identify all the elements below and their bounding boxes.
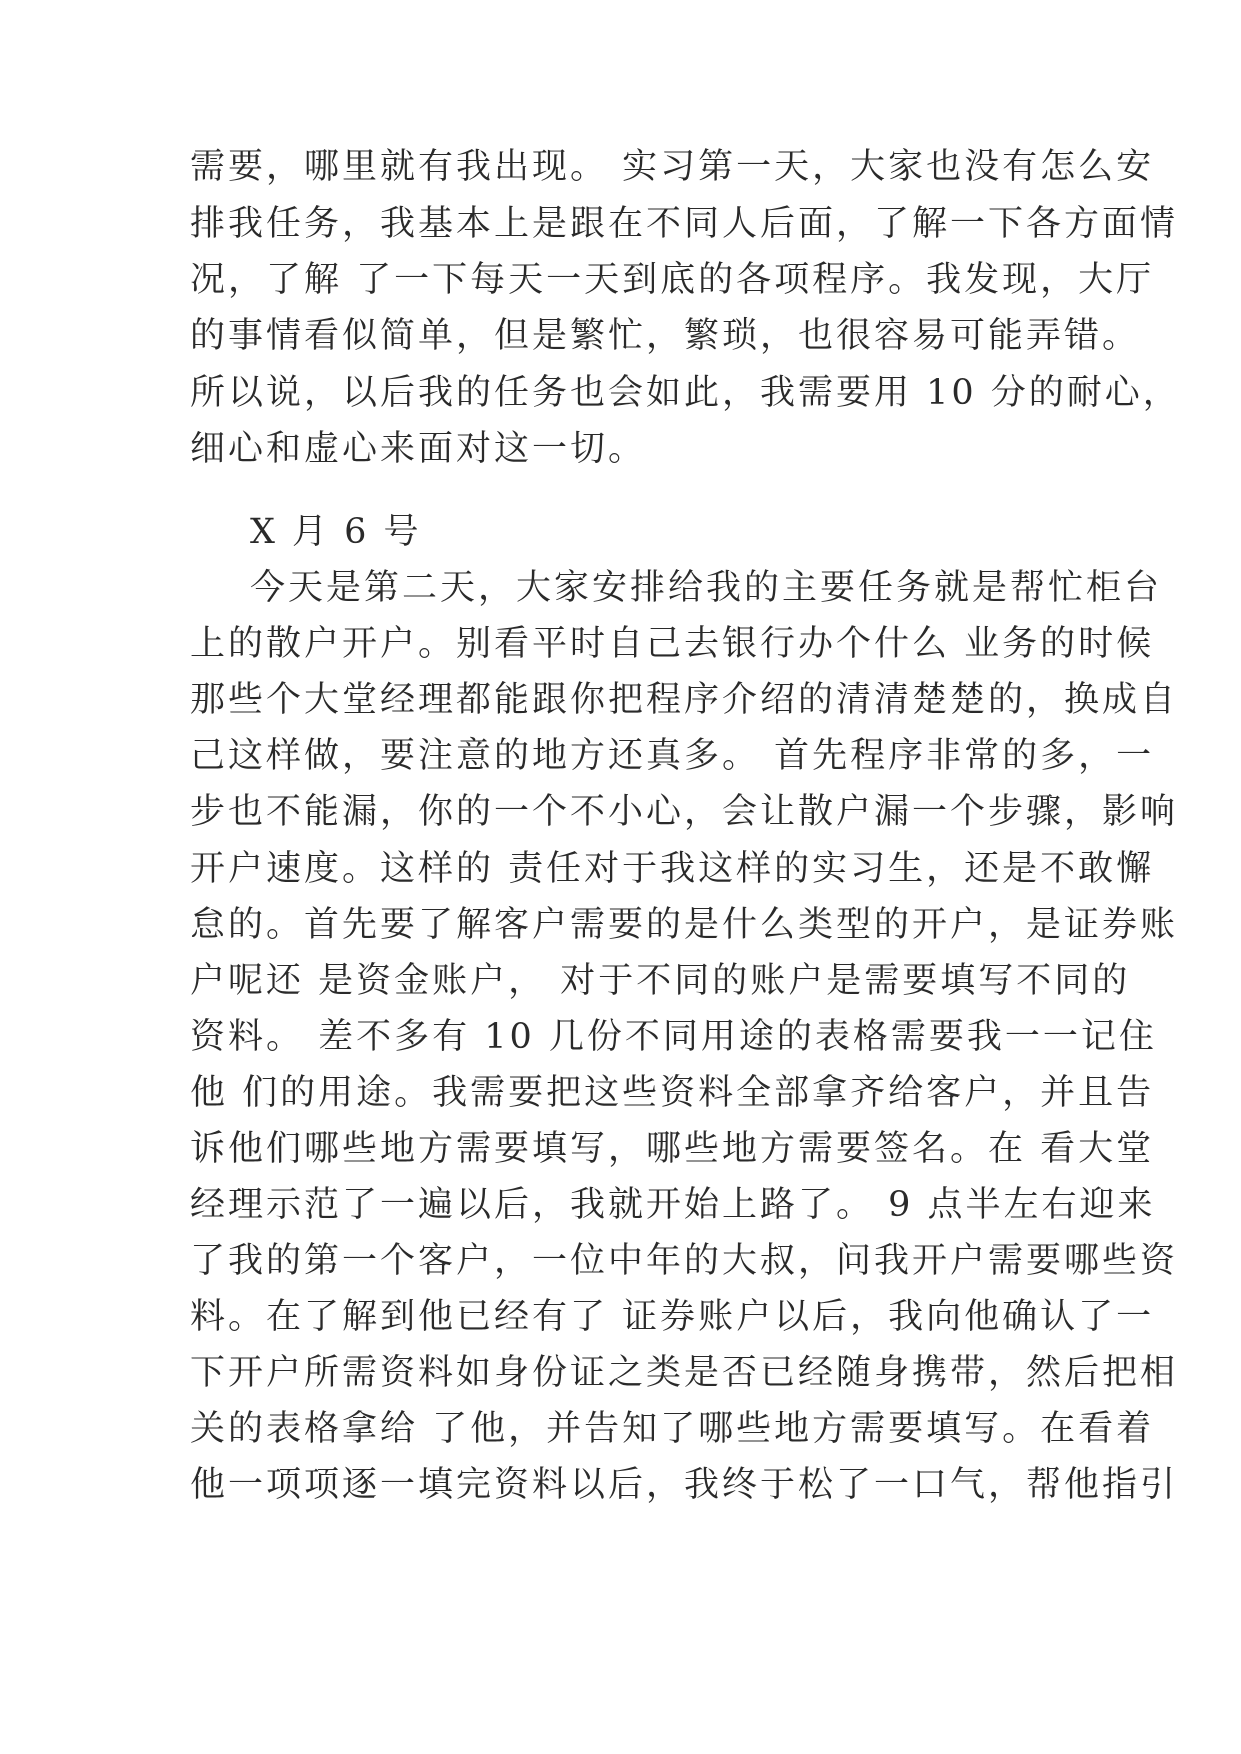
text-line: 今天是第二天，大家安排给我的主要任务就是帮忙柜台 bbox=[250, 568, 1163, 608]
text-line: 资料。 差不多有 10 几份不同用途的表格需要我一一记住 bbox=[190, 1017, 1157, 1057]
text-line: 那些个大堂经理都能跟你把程序介绍的清清楚楚的，换成自 bbox=[190, 680, 1179, 720]
text-line: 关的表格拿给 了他，并告知了哪些地方需要填写。在看着 bbox=[190, 1409, 1155, 1449]
text-line: 细心和虚心来面对这一切。 bbox=[190, 429, 647, 469]
text-line: 下开户所需资料如身份证之类是否已经随身携带，然后把相 bbox=[190, 1353, 1179, 1393]
text-line: 况，了解 了一下每天一天到底的各项程序。我发现，大厅 bbox=[190, 260, 1155, 300]
text-line: 需要，哪里就有我出现。 实习第一天，大家也没有怎么安 bbox=[190, 147, 1155, 187]
text-line: 的事情看似简单，但是繁忙，繁琐，也很容易可能弄错。 bbox=[190, 316, 1141, 356]
text-line: 步也不能漏，你的一个不小心，会让散户漏一个步骤，影响 bbox=[190, 792, 1179, 832]
text-line: 开户速度。这样的 责任对于我这样的实习生，还是不敢懈 bbox=[190, 849, 1155, 889]
text-line: 经理示范了一遍以后，我就开始上路了。 9 点半左右迎来 bbox=[190, 1185, 1156, 1225]
text-line: 户呢还 是资金账户， 对于不同的账户是需要填写不同的 bbox=[190, 961, 1131, 1001]
text-line: 排我任务，我基本上是跟在不同人后面，了解一下各方面情 bbox=[190, 204, 1179, 244]
text-line: 所以说，以后我的任务也会如此，我需要用 10 分的耐心， bbox=[190, 373, 1181, 413]
text-line: 他一项项逐一填完资料以后，我终于松了一口气，帮他指引 bbox=[190, 1465, 1179, 1505]
text-line: 他 们的用途。我需要把这些资料全部拿齐给客户，并且告 bbox=[190, 1073, 1155, 1113]
text-line: 上的散户开户。别看平时自己去银行办个什么 业务的时候 bbox=[190, 624, 1155, 664]
text-line: 怠的。首先要了解客户需要的是什么类型的开户，是证券账 bbox=[190, 905, 1179, 945]
text-line: 料。在了解到他已经有了 证券账户以后，我向他确认了一 bbox=[190, 1297, 1155, 1337]
date-heading: X 月 6 号 bbox=[250, 512, 422, 552]
text-line: 了我的第一个客户，一位中年的大叔，问我开户需要哪些资 bbox=[190, 1241, 1179, 1281]
text-line: 己这样做，要注意的地方还真多。 首先程序非常的多，一 bbox=[190, 736, 1155, 776]
text-line: 诉他们哪些地方需要填写，哪些地方需要签名。在 看大堂 bbox=[190, 1129, 1155, 1169]
